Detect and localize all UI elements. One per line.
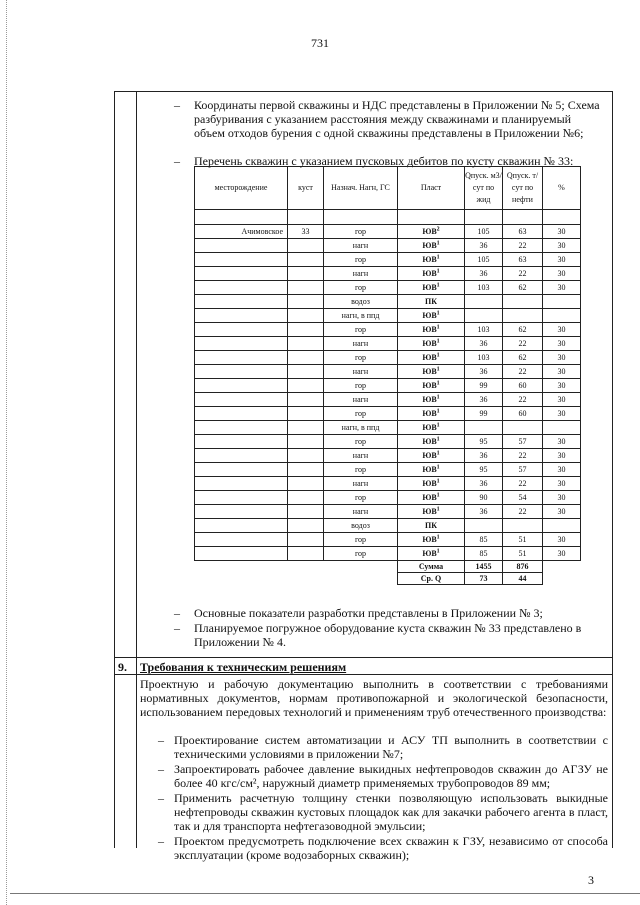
cell-layer-text: ЮВ <box>422 353 437 362</box>
cell-field <box>195 421 288 435</box>
cell-layer-index: 1 <box>436 450 440 457</box>
page-number-bottom: 3 <box>588 873 594 887</box>
table-row <box>195 309 581 323</box>
section-number: 9. <box>118 660 127 674</box>
cell-layer-text: ЮВ <box>422 535 437 544</box>
cell-layer-text: ЮВ <box>422 395 437 404</box>
table-row <box>195 477 581 491</box>
cell-layer-index: 1 <box>436 268 440 275</box>
cell-field <box>195 519 288 533</box>
cell-percent: 30 <box>543 533 581 547</box>
table-row <box>195 393 581 407</box>
sum-oil: 876 <box>503 561 543 573</box>
cell-q-oil: 57 <box>503 435 543 449</box>
cell-field <box>195 253 288 267</box>
cell-layer-index: 1 <box>436 548 440 555</box>
bullet-dash: – <box>174 606 180 620</box>
bullet-pump-equipment: Планируемое погружное оборудование куста скважин № 33 представлено в Приложении № 4. <box>194 621 582 649</box>
cell-layer <box>398 281 465 295</box>
cell-q-oil: 22 <box>503 505 543 519</box>
cell-q-liquid: 36 <box>465 365 503 379</box>
bullet-dash: – <box>158 762 164 776</box>
cell-pad <box>288 477 324 491</box>
cell-purpose: гор <box>324 547 398 561</box>
cell-purpose: нагн <box>324 505 398 519</box>
frame-right-border <box>612 91 613 848</box>
cell-layer <box>398 351 465 365</box>
cell-purpose: гор <box>324 379 398 393</box>
bullet-dash: – <box>158 733 164 747</box>
req-wall-thickness: Применить расчетную толщину стенки позволяющую использовать выкидные нефтепроводы скважин кустовых площадок как для закачки рабочего агента в пласт, так и для транспорта нефтегазоводной эмульсии; <box>174 791 608 833</box>
cell-field <box>195 491 288 505</box>
cell-purpose: гор <box>324 533 398 547</box>
cell-q-oil: 51 <box>503 533 543 547</box>
cell-purpose: гор <box>324 463 398 477</box>
cell-pad <box>288 337 324 351</box>
cell-percent: 30 <box>543 393 581 407</box>
cell-layer <box>398 463 465 477</box>
cell-percent: 30 <box>543 547 581 561</box>
cell-layer-text: ЮВ <box>422 325 437 334</box>
table-row <box>195 463 581 477</box>
cell-pad <box>288 393 324 407</box>
cell-q-liquid: 103 <box>465 281 503 295</box>
cell-q-liquid: 36 <box>465 337 503 351</box>
cell-field <box>195 477 288 491</box>
req-automation: Проектирование систем автоматизации и АСУ ТП выполнить в соответствии с техническими условиями в приложении №7; <box>174 733 608 761</box>
cell-layer-text: ЮВ <box>422 269 437 278</box>
empty-cell <box>324 561 398 573</box>
cell-percent <box>543 309 581 323</box>
table-row <box>195 351 581 365</box>
cell-layer-index: 1 <box>436 394 440 401</box>
cell-field <box>195 379 288 393</box>
cell-layer-text: ЮВ <box>422 507 437 516</box>
table-row <box>195 407 581 421</box>
cell-layer-text: ЮВ <box>422 227 437 236</box>
cell-percent: 30 <box>543 379 581 393</box>
cell-layer <box>398 239 465 253</box>
bullet-dash: – <box>174 98 180 112</box>
sum-liquid: 73 <box>465 573 503 585</box>
table-row <box>195 365 581 379</box>
cell-q-oil: 57 <box>503 463 543 477</box>
cell-q-oil <box>503 519 543 533</box>
cell-q-liquid <box>465 421 503 435</box>
cell-percent <box>543 295 581 309</box>
cell-layer <box>398 267 465 281</box>
cell-q-liquid: 95 <box>465 435 503 449</box>
table-row <box>195 267 581 281</box>
table-row <box>195 295 581 309</box>
cell-percent: 30 <box>543 239 581 253</box>
cell-layer-text: ЮВ <box>422 283 437 292</box>
table-row <box>195 505 581 519</box>
cell-purpose: водоз <box>324 519 398 533</box>
cell-layer <box>398 309 465 323</box>
table-row <box>195 281 581 295</box>
cell-percent: 30 <box>543 435 581 449</box>
empty-cell <box>195 561 288 573</box>
cell-q-liquid: 95 <box>465 463 503 477</box>
bullet-wells-list: Перечень скважин с указанием пусковых дебитов по кусту скважин № 33: <box>194 154 574 168</box>
cell-percent: 30 <box>543 407 581 421</box>
cell-q-liquid: 105 <box>465 253 503 267</box>
cell-layer-index: 1 <box>436 464 440 471</box>
cell-q-oil: 22 <box>503 267 543 281</box>
cell-field <box>195 337 288 351</box>
cell-field <box>195 295 288 309</box>
header-q-liquid: Qпуск. м3/сут по жид <box>465 167 503 210</box>
page-number-top: 731 <box>311 36 329 50</box>
cell-layer-text: ЮВ <box>422 339 437 348</box>
cell-layer <box>398 449 465 463</box>
cell-q-liquid <box>465 519 503 533</box>
cell-layer-index: 1 <box>436 408 440 415</box>
cell-purpose: гор <box>324 225 398 239</box>
cell-purpose: гор <box>324 253 398 267</box>
cell-purpose: нагн <box>324 239 398 253</box>
req-connect-wells: Проектом предусмотреть подключение всех скважин к ГЗУ, независимо от способа эксплуатации (кроме водозаборных скважин); <box>174 834 608 862</box>
cell-purpose: водоз <box>324 295 398 309</box>
cell-q-oil: 22 <box>503 477 543 491</box>
cell-layer-text: ЮВ <box>422 381 437 390</box>
cell-percent: 30 <box>543 267 581 281</box>
cell-pad <box>288 449 324 463</box>
section-intro: Проектную и рабочую документацию выполнить в соответствии с требованиями нормативных документов, нормам противопожарной и экологической безопасности, использованием передовых технологий и применениям труб отечественного производства: <box>140 677 608 719</box>
cell-layer <box>398 421 465 435</box>
cell-percent: 30 <box>543 365 581 379</box>
cell-q-liquid: 36 <box>465 393 503 407</box>
header-pad: куст <box>288 167 324 210</box>
cell-q-oil: 54 <box>503 491 543 505</box>
bullet-dash: – <box>158 834 164 848</box>
cell-pad <box>288 519 324 533</box>
cell-layer-text: ЮВ <box>422 255 437 264</box>
cell-layer-index: 1 <box>436 254 440 261</box>
cell-pad <box>288 379 324 393</box>
cell-q-liquid <box>465 309 503 323</box>
cell-pad <box>288 281 324 295</box>
section-divider-top <box>114 657 612 658</box>
cell-layer <box>398 407 465 421</box>
cell-pad <box>288 421 324 435</box>
cell-layer-index: 1 <box>436 366 440 373</box>
cell-field <box>195 533 288 547</box>
cell-layer-index: 1 <box>436 506 440 513</box>
header-field: месторождение <box>195 167 288 210</box>
cell-layer-index: 1 <box>436 492 440 499</box>
table-row <box>195 337 581 351</box>
cell-purpose: нагн <box>324 449 398 463</box>
cell-q-liquid: 99 <box>465 379 503 393</box>
cell-q-oil <box>503 421 543 435</box>
frame-left-border <box>114 91 115 848</box>
cell-pad <box>288 323 324 337</box>
cell-purpose: гор <box>324 491 398 505</box>
empty-cell <box>288 573 324 585</box>
cell-field <box>195 323 288 337</box>
table-row <box>195 519 581 533</box>
wells-table-header <box>195 167 581 210</box>
cell-q-oil: 22 <box>503 393 543 407</box>
cell-pad <box>288 295 324 309</box>
cell-layer <box>398 323 465 337</box>
cell-q-oil: 60 <box>503 379 543 393</box>
sum-label: Ср. Q <box>398 573 465 585</box>
sum-row <box>195 561 581 573</box>
cell-field <box>195 351 288 365</box>
bullet-dev-indicators: Основные показатели разработки представлены в Приложении № 3; <box>194 606 543 620</box>
cell-percent: 30 <box>543 225 581 239</box>
empty-cell <box>195 573 288 585</box>
cell-q-liquid: 99 <box>465 407 503 421</box>
cell-layer-text: ЮВ <box>422 549 437 558</box>
cell-layer-index: 1 <box>436 352 440 359</box>
cell-layer-text: ЮВ <box>422 465 437 474</box>
cell-percent: 30 <box>543 505 581 519</box>
cell-q-liquid: 36 <box>465 267 503 281</box>
cell-layer <box>398 477 465 491</box>
cell-field <box>195 463 288 477</box>
table-row <box>195 379 581 393</box>
cell-q-liquid: 105 <box>465 225 503 239</box>
cell-pad <box>288 407 324 421</box>
cell-field <box>195 505 288 519</box>
cell-q-liquid: 36 <box>465 449 503 463</box>
table-row <box>195 239 581 253</box>
cell-layer <box>398 519 465 533</box>
wells-table <box>194 166 581 585</box>
bullet-coordinates: Координаты первой скважины и НДС представлены в Приложении № 5; Схема разбуривания с указанием расстояния между скважинами и планируемый объем отходов бурения с одной скважины представлены в Приложении №6; <box>194 98 600 140</box>
bullet-dash: – <box>174 621 180 635</box>
cell-percent: 30 <box>543 281 581 295</box>
cell-layer <box>398 295 465 309</box>
cell-layer-text: ЮВ <box>422 451 437 460</box>
cell-field <box>195 449 288 463</box>
cell-pad <box>288 365 324 379</box>
cell-field <box>195 407 288 421</box>
cell-q-liquid: 36 <box>465 505 503 519</box>
cell-percent: 30 <box>543 491 581 505</box>
cell-field <box>195 267 288 281</box>
cell-layer-text: ЮВ <box>422 423 437 432</box>
cell-q-oil: 63 <box>503 253 543 267</box>
cell-percent: 30 <box>543 449 581 463</box>
cell-field <box>195 547 288 561</box>
cell-q-liquid: 36 <box>465 239 503 253</box>
cell-pad <box>288 533 324 547</box>
cell-percent <box>543 421 581 435</box>
cell-q-liquid: 85 <box>465 547 503 561</box>
cell-percent: 30 <box>543 253 581 267</box>
cell-layer <box>398 505 465 519</box>
cell-q-liquid: 90 <box>465 491 503 505</box>
cell-layer-text: ЮВ <box>422 437 437 446</box>
cell-q-liquid: 85 <box>465 533 503 547</box>
cell-purpose: нагн <box>324 337 398 351</box>
cell-layer-index: 1 <box>436 240 440 247</box>
sum-liquid: 1455 <box>465 561 503 573</box>
cell-percent <box>543 519 581 533</box>
cell-q-oil <box>503 309 543 323</box>
cell-q-liquid: 103 <box>465 323 503 337</box>
table-row <box>195 491 581 505</box>
cell-layer-index: 1 <box>436 324 440 331</box>
cell-q-oil: 62 <box>503 323 543 337</box>
cell-pad <box>288 505 324 519</box>
cell-layer <box>398 491 465 505</box>
cell-purpose: гор <box>324 407 398 421</box>
cell-purpose: гор <box>324 281 398 295</box>
empty-cell <box>324 573 398 585</box>
cell-layer-text: ЮВ <box>422 241 437 250</box>
cell-layer <box>398 435 465 449</box>
binding-line <box>6 0 7 905</box>
table-row <box>195 421 581 435</box>
cell-layer-index: 1 <box>436 282 440 289</box>
cell-layer <box>398 379 465 393</box>
cell-layer <box>398 253 465 267</box>
cell-field <box>195 239 288 253</box>
cell-pad <box>288 435 324 449</box>
bullet-dash: – <box>174 154 180 168</box>
cell-layer-text: ЮВ <box>422 493 437 502</box>
cell-layer <box>398 225 465 239</box>
cell-purpose: гор <box>324 435 398 449</box>
req-pressure: Запроектировать рабочее давление выкидных нефтепроводов скважин до АГЗУ не более 40 кгс/см², наружный диаметр применяемых трубопроводов 89 мм; <box>174 762 608 790</box>
cell-purpose: нагн <box>324 477 398 491</box>
cell-purpose: нагн <box>324 267 398 281</box>
cell-q-oil: 63 <box>503 225 543 239</box>
cell-layer-index: 1 <box>436 436 440 443</box>
cell-layer <box>398 337 465 351</box>
sum-oil: 44 <box>503 573 543 585</box>
table-row <box>195 547 581 561</box>
cell-layer-index: 1 <box>436 310 440 317</box>
cell-purpose: нагн, в ппд <box>324 421 398 435</box>
cell-pad <box>288 351 324 365</box>
cell-layer-text: ПК <box>424 521 438 530</box>
cell-layer-text: ПК <box>424 297 438 306</box>
cell-q-liquid: 103 <box>465 351 503 365</box>
cell-pad: 33 <box>288 225 324 239</box>
cell-q-oil: 62 <box>503 281 543 295</box>
cell-field <box>195 365 288 379</box>
cell-q-oil: 62 <box>503 351 543 365</box>
table-row <box>195 253 581 267</box>
cell-layer-text: ЮВ <box>422 479 437 488</box>
cell-pad <box>288 491 324 505</box>
cell-purpose: нагн, в ппд <box>324 309 398 323</box>
frame-top-border <box>114 91 612 92</box>
cell-layer-index: 1 <box>436 380 440 387</box>
cell-pad <box>288 547 324 561</box>
footer-line <box>10 893 640 894</box>
cell-field <box>195 309 288 323</box>
cell-q-oil <box>503 295 543 309</box>
cell-pad <box>288 253 324 267</box>
cell-q-oil: 22 <box>503 449 543 463</box>
sum-label: Сумма <box>398 561 465 573</box>
table-row <box>195 225 581 239</box>
cell-pad <box>288 309 324 323</box>
cell-layer-index: 2 <box>436 226 440 233</box>
cell-layer-text: ЮВ <box>422 311 437 320</box>
cell-layer-text: ЮВ <box>422 367 437 376</box>
cell-purpose: нагн <box>324 365 398 379</box>
cell-field: Ачимовское <box>195 225 288 239</box>
cell-purpose: нагн <box>324 393 398 407</box>
cell-layer-index: 1 <box>436 422 440 429</box>
cell-pad <box>288 267 324 281</box>
empty-cell <box>543 561 581 573</box>
cell-layer <box>398 393 465 407</box>
cell-layer-index: 1 <box>436 338 440 345</box>
cell-q-oil: 51 <box>503 547 543 561</box>
cell-layer <box>398 365 465 379</box>
cell-layer-index: 1 <box>436 478 440 485</box>
cell-q-oil: 60 <box>503 407 543 421</box>
cell-q-oil: 22 <box>503 239 543 253</box>
average-row <box>195 573 581 585</box>
cell-layer-text: ЮВ <box>422 409 437 418</box>
cell-layer <box>398 547 465 561</box>
header-purpose: Назнач. Нагн, ГС <box>324 167 398 210</box>
empty-cell <box>543 573 581 585</box>
cell-pad <box>288 463 324 477</box>
cell-percent: 30 <box>543 351 581 365</box>
cell-percent: 30 <box>543 477 581 491</box>
header-percent: % <box>543 167 581 210</box>
section-title: Требования к техническим решениям <box>140 660 347 674</box>
cell-field <box>195 435 288 449</box>
table-row <box>195 323 581 337</box>
cell-purpose: гор <box>324 351 398 365</box>
cell-q-oil: 22 <box>503 337 543 351</box>
cell-percent: 30 <box>543 337 581 351</box>
table-row <box>195 533 581 547</box>
table-row <box>195 449 581 463</box>
bullet-dash: – <box>158 791 164 805</box>
frame-number-column-border <box>136 91 137 848</box>
cell-q-oil: 22 <box>503 365 543 379</box>
cell-percent: 30 <box>543 463 581 477</box>
cell-field <box>195 281 288 295</box>
cell-q-liquid: 36 <box>465 477 503 491</box>
cell-purpose: гор <box>324 323 398 337</box>
table-row <box>195 435 581 449</box>
header-layer: Пласт <box>398 167 465 210</box>
cell-layer-index: 1 <box>436 534 440 541</box>
cell-pad <box>288 239 324 253</box>
empty-cell <box>288 561 324 573</box>
cell-layer <box>398 533 465 547</box>
table-spacer-row <box>195 210 581 225</box>
cell-field <box>195 393 288 407</box>
cell-q-liquid <box>465 295 503 309</box>
section-divider-bottom <box>114 674 612 675</box>
cell-percent: 30 <box>543 323 581 337</box>
header-q-oil: Qпуск. т/сут по нефти <box>503 167 543 210</box>
